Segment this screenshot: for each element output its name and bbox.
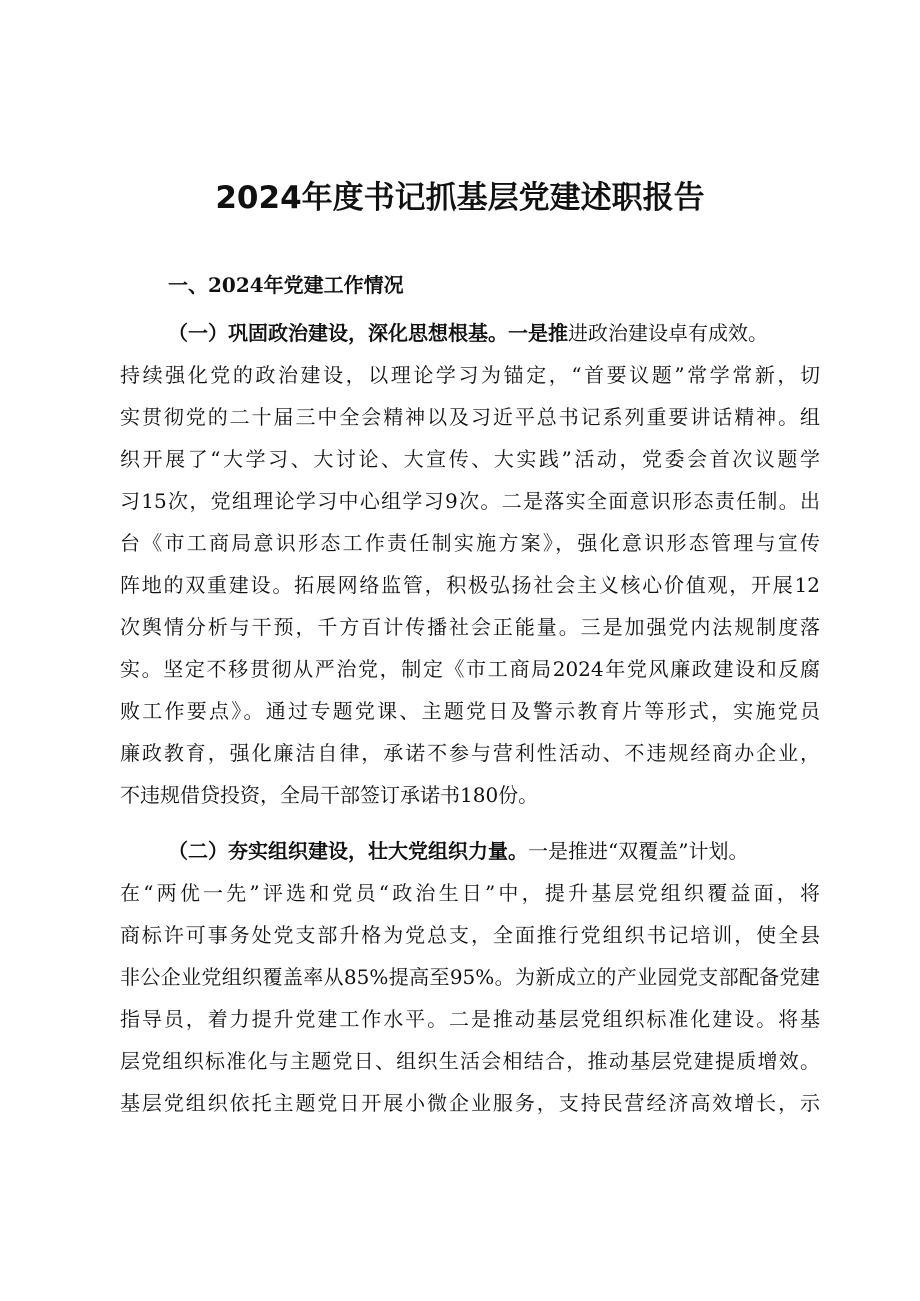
- paragraph-1-line: 习15次，党组理论学习中心组学习9次。二是落实全面意识形态责任制。出: [120, 489, 820, 513]
- paragraph-2-line: 商标许可事务处党支部升格为党总支，全面推行党组织书记培训，使全县: [120, 923, 820, 947]
- paragraph-1-line: 次舆情分析与干预，千方百计传播社会正能量。三是加强党内法规制度落: [120, 615, 820, 639]
- paragraph-1-line: 实。坚定不移贯彻从严治党，制定《市工商局2024年党风廉政建设和反腐: [120, 657, 820, 681]
- paragraph-2-line: 指导员，着力提升党建工作水平。二是推动基层党组织标准化建设。将基: [120, 1007, 820, 1031]
- paragraph-2-line: 基层党组织依托主题党日开展小微企业服务，支持民营经济高效增长，示: [120, 1091, 820, 1115]
- section-heading: 一、2024年党建工作情况: [168, 273, 404, 297]
- paragraph-1-line-1: [168, 317, 820, 346]
- paragraph-1-line: 不违规借贷投资，全局干部签订承诺书180份。: [120, 783, 539, 807]
- paragraph-1-line: 阵地的双重建设。拓展网络监管，积极弘扬社会主义核心价值观，开展12: [120, 573, 820, 597]
- paragraph-1-line: 败工作要点》。通过专题党课、主题党日及警示教育片等形式，实施党员: [120, 699, 820, 723]
- paragraph-1-line: 廉政教育，强化廉洁自律，承诺不参与营利性活动、不违规经商办企业，: [120, 741, 820, 765]
- paragraph-1-line: 持续强化党的政治建设，以理论学习为锚定，“首要议题”常学常新，切: [120, 363, 820, 387]
- paragraph-2-line-1-rest: 一是推进“双覆盖”计划。: [528, 839, 749, 863]
- paragraph-2-line-1: [168, 835, 820, 864]
- paragraph-1-line: 实贯彻党的二十届三中全会精神以及习近平总书记系列重要讲话精神。组: [120, 405, 820, 429]
- paragraph-2-line: 层党组织标准化与主题党日、组织生活会相结合，推动基层党建提质增效。: [120, 1049, 820, 1073]
- paragraph-1-line-1-rest: 进政治建设卓有成效。: [568, 321, 768, 345]
- paragraph-2-line: 在“两优一先”评选和党员“政治生日”中，提升基层党组织覆益面，将: [120, 881, 820, 905]
- paragraph-1-heading: （一）巩固政治建设，深化思想根基。一是推: [168, 321, 568, 345]
- paragraph-2-line: 非公企业党组织覆盖率从85%提高至95%。为新成立的产业园党支部配备党建: [120, 965, 820, 989]
- paragraph-1-line: 台《市工商局意识形态工作责任制实施方案》，强化意识形态管理与宣传: [120, 531, 820, 555]
- paragraph-1-line: 织开展了“大学习、大讨论、大宣传、大实践”活动，党委会首次议题学: [120, 447, 820, 471]
- document-title: 2024年度书记抓基层党建述职报告: [215, 180, 705, 216]
- paragraph-2-heading: （二）夯实组织建设，壮大党组织力量。: [168, 839, 528, 863]
